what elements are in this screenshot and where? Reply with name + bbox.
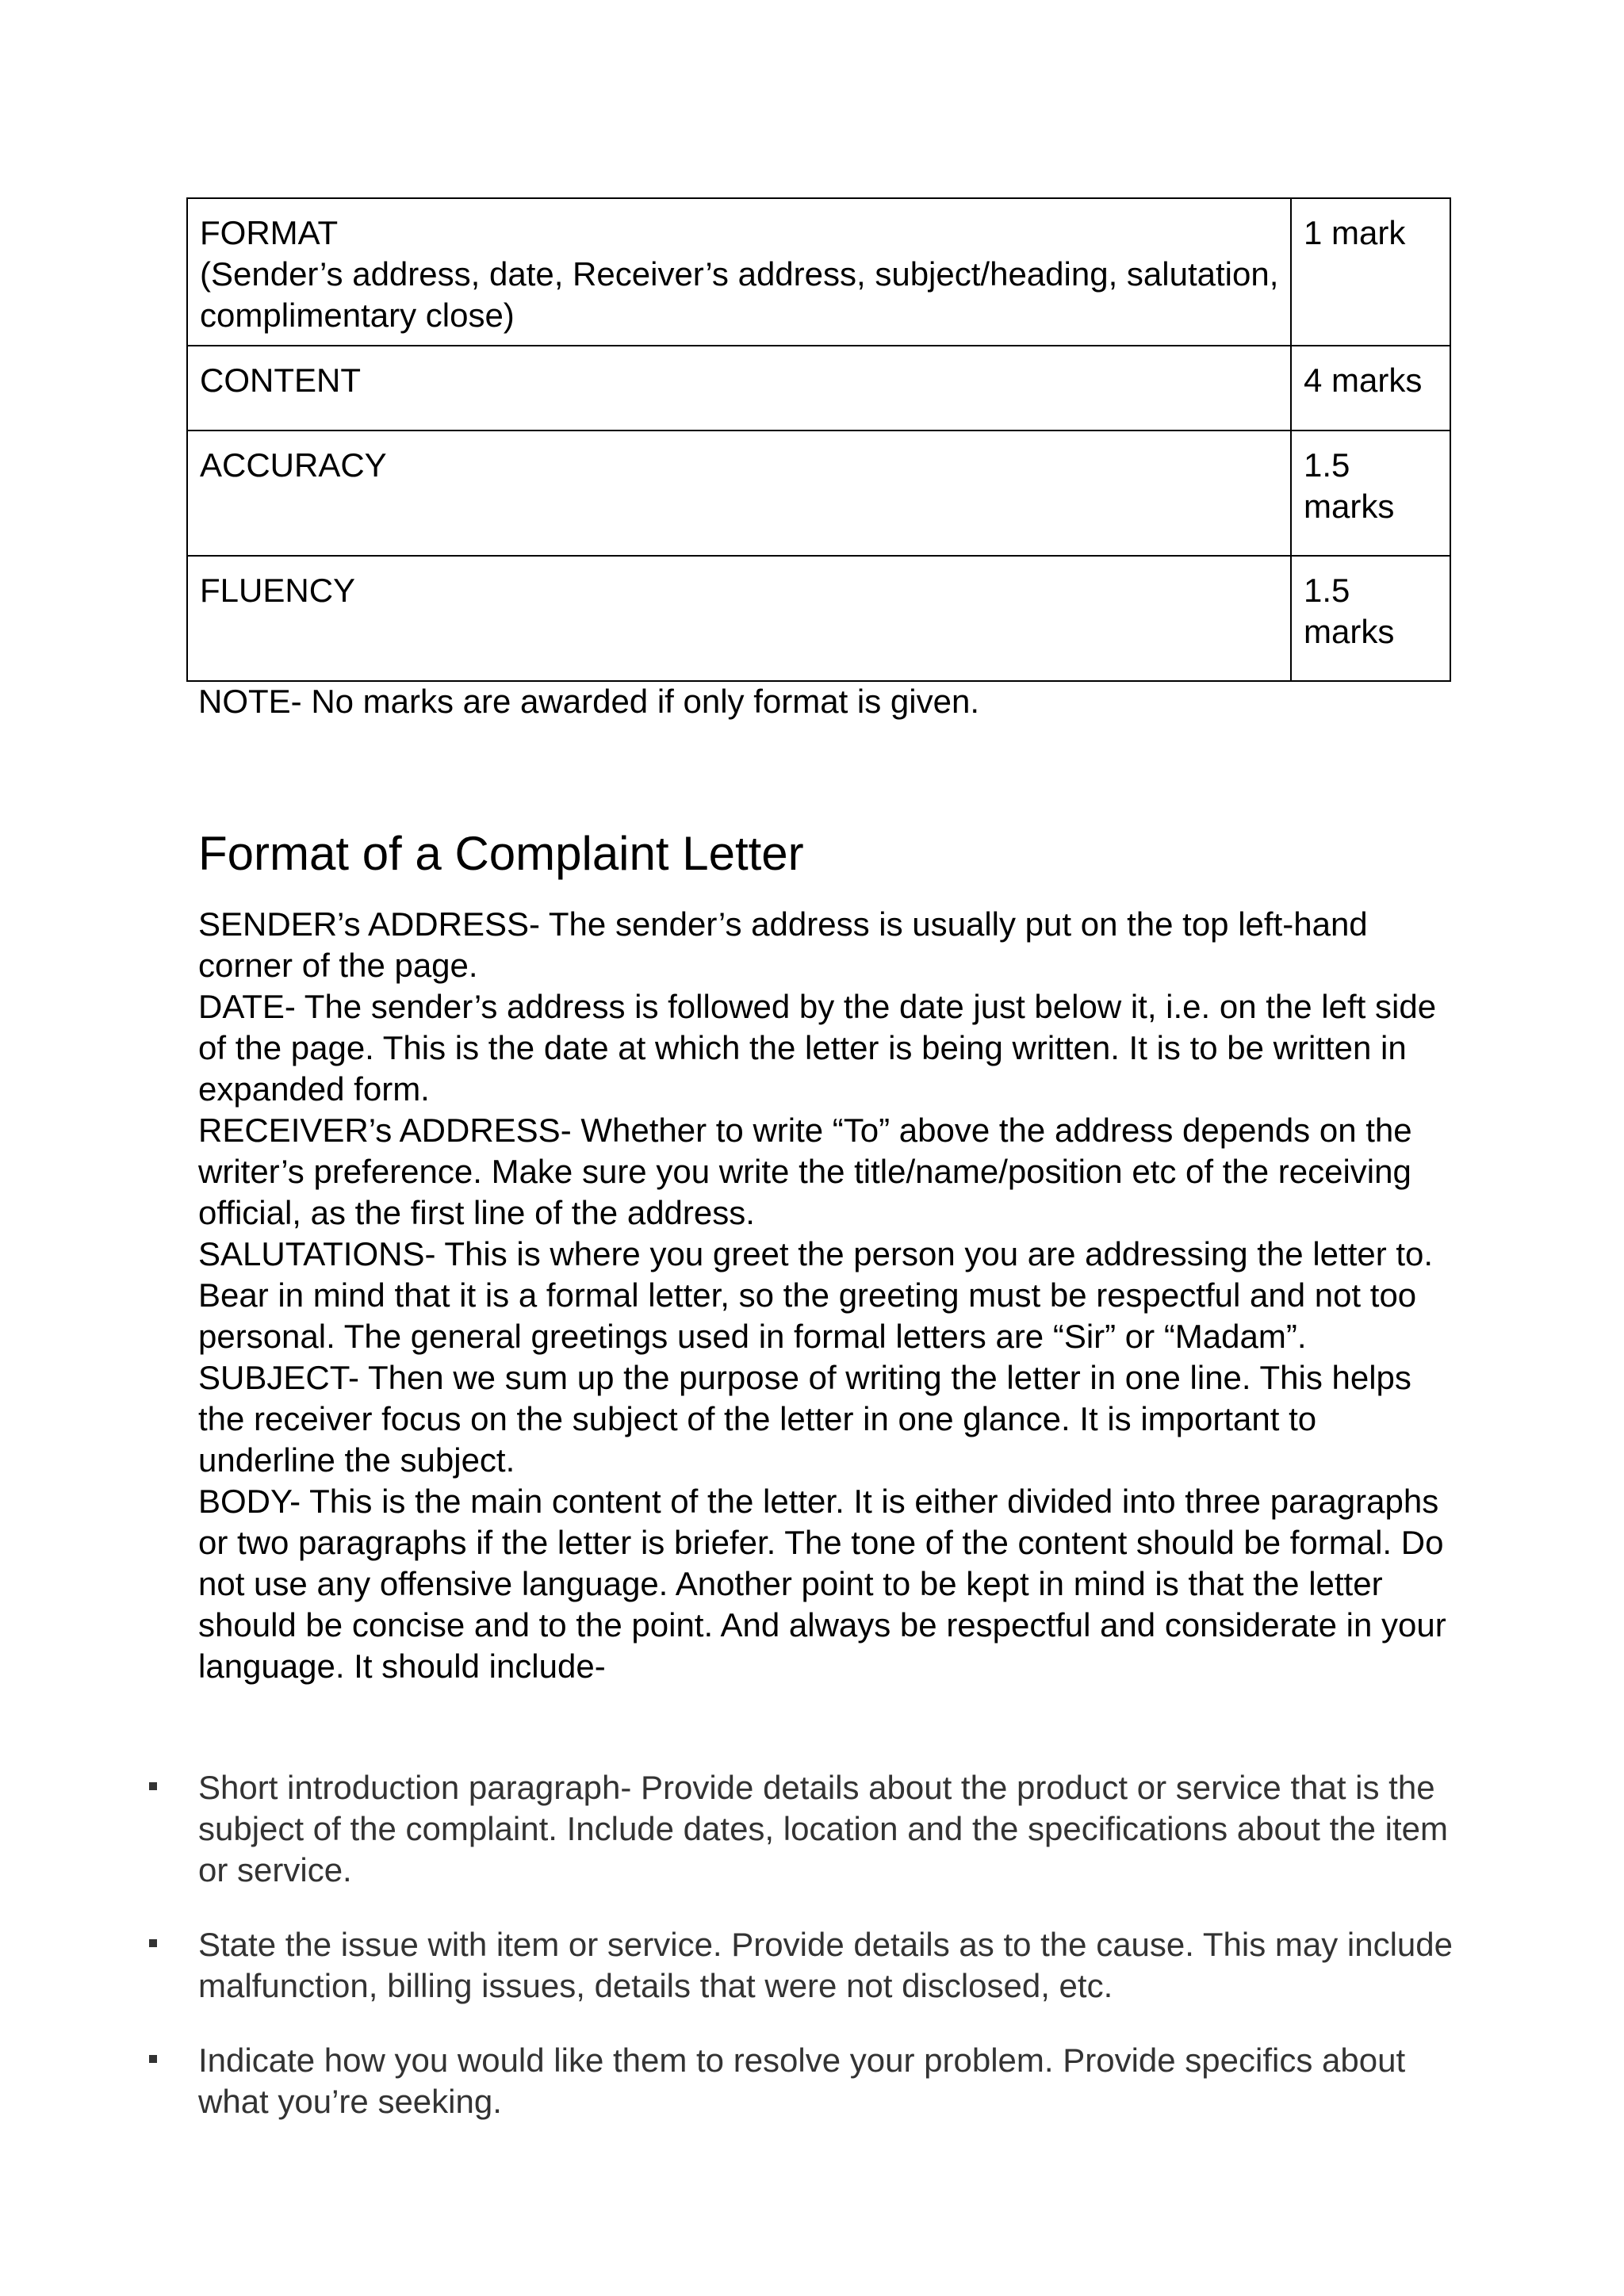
criterion-cell [187,198,1291,346]
section-heading: Format of a Complaint Letter [198,827,804,880]
format-description [198,904,1455,1687]
list-item [198,1767,1455,1891]
list-item-text: Indicate how you would like them to resolve your problem. Provide specifics about what you’re seeking. [198,2042,1406,2120]
criterion-label: ACCURACY [187,430,1291,556]
square-bullet-icon [149,1782,157,1790]
list-item [198,1924,1455,2007]
criterion-detail: (Sender’s address, date, Receiver’s address, subject/heading, salutation, complimentary close) [200,255,1279,334]
list-item-text: Short introduction paragraph- Provide details about the product or service that is the subject of the complaint. Include dates, location and the specifications about the item or service. [198,1769,1448,1888]
list-item-text: State the issue with item or service. Provide details as to the cause. This may include malfunction, billing issues, details that were not disclosed, etc. [198,1926,1453,2004]
paragraph-body: BODY- This is the main content of the letter. It is either divided into three paragraphs or two paragraphs if the letter is briefer. The tone of the content should be formal. Do not use any offensive language. Another point to be kept in mind is that the letter should be concise and to the point. And always be respectful and considerate in your language. It should include- [198,1483,1446,1685]
criterion-label: FLUENCY [187,556,1291,681]
list-item [198,2040,1455,2122]
table-row [187,430,1450,556]
marks-cell: 1.5 marks [1291,430,1450,556]
paragraph-receivers-address: RECEIVER’s ADDRESS- Whether to write “To” above the address depends on the writer’s preference. Make sure you write the title/name/position etc of the receiving official, as the first line of the address. [198,1112,1412,1231]
paragraph-salutations: SALUTATIONS- This is where you greet the person you are addressing the letter to. Bear in mind that it is a formal letter, so the greeting must be respectful and not too personal. The general greetings used in formal letters are “Sir” or “Madam”. [198,1235,1434,1355]
paragraph-subject: SUBJECT- Then we sum up the purpose of writing the letter in one line. This helps the receiver focus on the subject of the letter in one glance. It is important to underline the subject. [198,1359,1411,1479]
square-bullet-icon [149,1939,157,1947]
marking-scheme-table [186,197,1451,682]
marking-note: NOTE- No marks are awarded if only format is given. [198,683,979,720]
body-points-list [198,1767,1455,2156]
table-row [187,346,1450,430]
marks-cell: 1.5 marks [1291,556,1450,681]
criterion-label: FORMAT [200,214,339,251]
paragraph-senders-address: SENDER’s ADDRESS- The sender’s address is usually put on the top left-hand corner of the page. [198,905,1368,984]
table-row [187,198,1450,346]
paragraph-date: DATE- The sender’s address is followed by the date just below it, i.e. on the left side of the page. This is the date at which the letter is being written. It is to be written in expanded form. [198,988,1437,1108]
square-bullet-icon [149,2055,157,2063]
criterion-label: CONTENT [187,346,1291,430]
table-row [187,556,1450,681]
marks-cell: 1 mark [1291,198,1450,346]
marks-cell: 4 marks [1291,346,1450,430]
